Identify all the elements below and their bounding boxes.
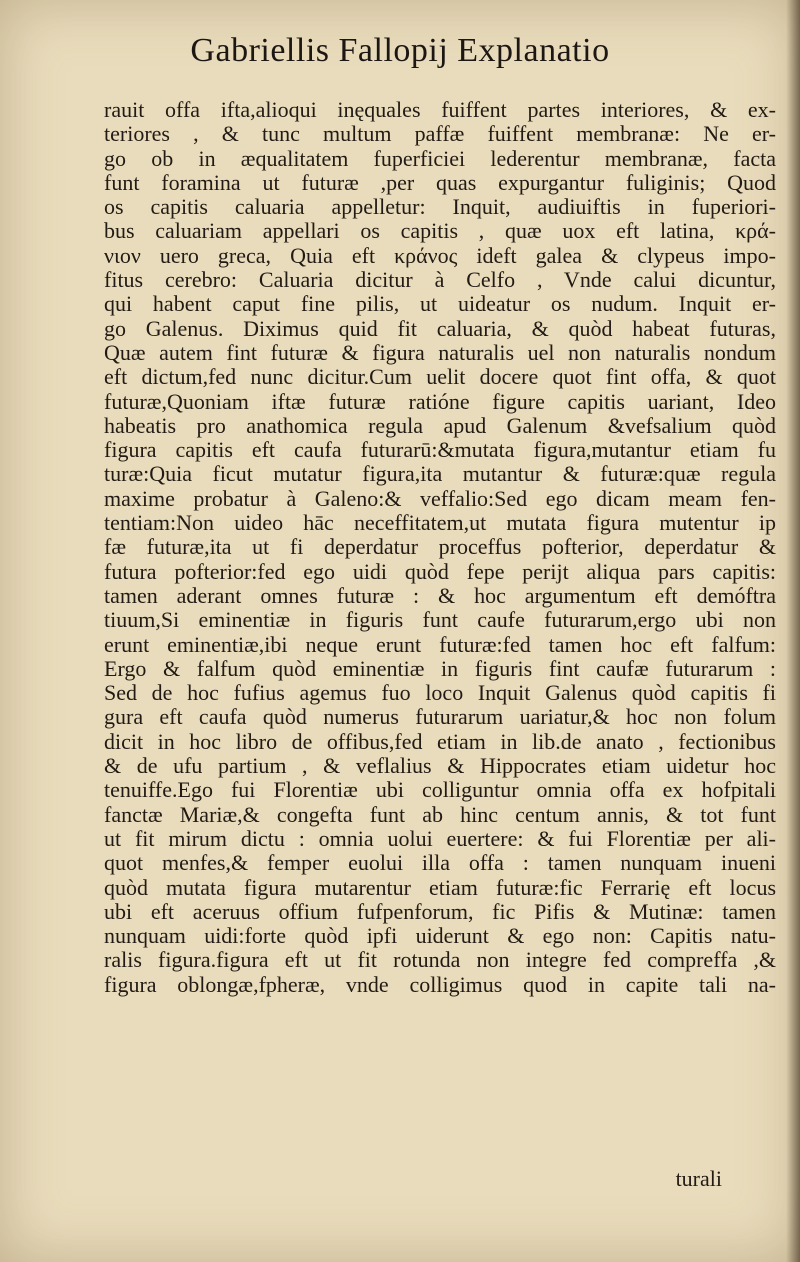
text-line: tamen aderant omnes futuræ : & hoc argumentum eft demóftra	[104, 582, 776, 608]
text-line: qui habent caput fine pilis, ut uideatur os nudum. Inquit er-	[104, 291, 776, 317]
text-line: dicit in hoc libro de offibus,fed etiam in lib.de anato , fectionibus	[104, 728, 776, 754]
text-line: gura eft caufa quòd numerus futurarum uariatur,& hoc non folum	[104, 704, 776, 730]
text-line: funt foramina ut futuræ ,per quas expurgantur fuliginis; Quod	[104, 169, 776, 195]
text-line: habeatis pro anathomica regula apud Galenum &vefsalium quòd	[104, 412, 776, 438]
text-line: quòd mutata figura mutarentur etiam futuræ:fic Ferrarię eft locus	[104, 874, 776, 900]
text-line: tenuiffe.Ego fui Florentiæ ubi colliguntur omnia offa ex hofpitali	[104, 777, 776, 803]
body-text	[104, 98, 776, 997]
text-line: eft dictum,fed nunc dicitur.Cum uelit docere quot fint offa, & quot	[104, 364, 776, 390]
text-line: futuræ,Quoniam iftæ futuræ ratióne figure capitis uariant, Ideo	[104, 388, 776, 414]
text-line: figura capitis eft caufa futurarū:&mutata figura,mutantur etiam fu	[104, 437, 776, 463]
text-line: fæ futuræ,ita ut fi deperdatur proceffus pofterior, deperdatur &	[104, 534, 776, 560]
text-line: νιον uero greca, Quia eft κράνος ideft galea & clypeus impo-	[104, 242, 776, 268]
text-line: ut fit mirum dictu : omnia uolui euertere: & fui Florentiæ per ali-	[104, 825, 776, 851]
text-line: ralis figura.figura eft ut fit rotunda non integre fed compreffa ,&	[104, 947, 776, 973]
text-line: turæ:Quia ficut mutatur figura,ita mutantur & futuræ:quæ regula	[104, 461, 776, 487]
text-line: go Galenus. Diximus quid fit caluaria, & quòd habeat futuras,	[104, 315, 776, 341]
text-line: os capitis caluaria appelletur: Inquit, audiuiftis in fuperiori-	[104, 194, 776, 220]
text-line: go ob in æqualitatem fuperficiei lederentur membranæ, facta	[104, 145, 776, 171]
text-line: Quæ autem fint futuræ & figura naturalis uel non naturalis nondum	[104, 339, 776, 365]
text-line: & de ufu partium , & veflalius & Hippocrates etiam uidetur hoc	[104, 753, 776, 779]
text-line: maxime probatur à Galeno:& veffalio:Sed ego dicam meam fen-	[104, 485, 776, 511]
text-line: Sed de hoc fufius agemus fuo loco Inquit Galenus quòd capitis fi	[104, 680, 776, 706]
text-line: Ergo & falfum quòd eminentiæ in figuris fint caufæ futurarum :	[104, 655, 776, 681]
text-line: nunquam uidi:forte quòd ipfi uiderunt & ego non: Capitis natu-	[104, 923, 776, 949]
text-line: fanctæ Mariæ,& congefta funt ab hinc centum annis, & tot funt	[104, 801, 776, 827]
page-edge-shadow	[786, 0, 800, 1262]
text-line: tiuum,Si eminentiæ in figuris funt caufe futurarum,ergo ubi non	[104, 607, 776, 633]
text-line: teriores , & tunc multum paffæ fuiffent membranæ: Ne er-	[104, 121, 776, 147]
text-line: fitus cerebro: Caluaria dicitur à Celfo , Vnde calui dicuntur,	[104, 267, 776, 293]
text-line: quot menfes,& femper euolui illa offa : tamen nunquam inueni	[104, 850, 776, 876]
text-line: ubi eft aceruus offium fufpenforum, fic Pifis & Mutinæ: tamen	[104, 898, 776, 924]
text-line: futura pofterior:fed ego uidi quòd fepe perijt aliqua pars capitis:	[104, 558, 776, 584]
text-line: tentiam:Non uideo hāc neceffitatem,ut mutata figura mutentur ip	[104, 510, 776, 536]
text-line: figura oblongæ,fpheræ, vnde colligimus quod in capite tali na-	[104, 971, 776, 997]
text-line: erunt eminentiæ,ibi neque erunt futuræ:fed tamen hoc eft falfum:	[104, 631, 776, 657]
catchword: turali	[675, 1166, 722, 1191]
running-title: Gabriellis Fallopij Explanatio	[190, 32, 610, 69]
text-line: rauit offa ifta,alioqui inęquales fuiffent partes interiores, & ex-	[104, 97, 776, 122]
text-line: bus caluariam appellari os capitis , quæ uox eft latina, κρά-	[104, 218, 776, 244]
